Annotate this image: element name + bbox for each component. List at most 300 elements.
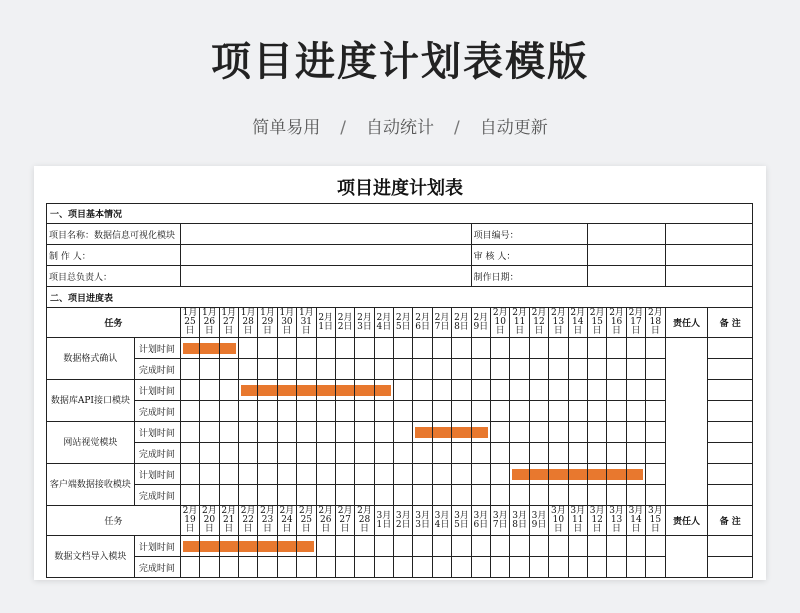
gantt-cell [413,359,432,380]
section-progress: 二、项目进度表 [47,287,753,308]
note-cell [708,338,753,359]
gantt-cell [626,536,645,557]
gantt-cell [646,401,665,422]
gantt-cell [180,557,199,578]
gantt-cell [374,401,393,422]
date-header: 3月 10日 [549,506,568,536]
reviewer-label: 审 核 人： [471,245,587,266]
gantt-cell [394,557,413,578]
feature-easy: 简单易用 [252,118,321,138]
date-header: 1月 28日 [238,308,257,338]
gantt-bar [452,427,470,438]
done-time-label: 完成时间 [134,485,180,506]
gantt-cell [316,359,335,380]
task-name: 客户端数据接收模块 [47,464,135,506]
gantt-cell [549,536,568,557]
gantt-cell [180,464,199,485]
done-row [47,359,753,380]
gantt-cell [432,443,451,464]
gantt-cell [529,485,548,506]
gantt-bar-segment [297,536,316,557]
gantt-bar-segment [180,536,199,557]
done-row [47,557,753,578]
spreadsheet-preview [34,166,766,580]
task-name: 网站视觉模块 [47,422,135,464]
date-header: 3月 2日 [394,506,413,536]
date-header: 2月 10日 [491,308,510,338]
gantt-cell [297,338,316,359]
gantt-cell [646,380,665,401]
date-header: 2月 18日 [646,308,665,338]
date-header: 2月 3日 [355,308,374,338]
gantt-bar [415,427,431,438]
gantt-cell [646,536,665,557]
info-row [47,224,753,245]
gantt-cell [646,464,665,485]
gantt-cell [491,338,510,359]
gantt-cell [219,464,238,485]
note-cell [708,536,753,557]
gantt-cell [432,557,451,578]
gantt-cell [374,557,393,578]
gantt-cell [510,380,529,401]
date-header: 2月 15日 [587,308,606,338]
date-header: 2月 28日 [355,506,374,536]
gantt-cell [491,557,510,578]
col-note-header: 备 注 [708,506,753,536]
gantt-cell [646,422,665,443]
plan-time-label: 计划时间 [134,464,180,485]
blank-cell [665,266,752,287]
col-note-header: 备 注 [708,308,753,338]
gantt-cell [452,401,471,422]
gantt-cell [471,338,490,359]
gantt-cell [452,338,471,359]
date-header: 2月 19日 [180,506,199,536]
date-header: 2月 20日 [200,506,219,536]
date-header: 2月 14日 [568,308,587,338]
gantt-cell [607,536,626,557]
gantt-bar-segment [607,464,626,485]
gantt-cell [549,485,568,506]
gantt-bar-segment [568,464,587,485]
gantt-cell [316,557,335,578]
gantt-cell [471,401,490,422]
gantt-cell [413,536,432,557]
gantt-cell [568,443,587,464]
note-cell [708,401,753,422]
gantt-bar [220,541,238,552]
col-owner-header: 责任人 [665,308,708,338]
gantt-cell [607,338,626,359]
gantt-cell [180,443,199,464]
date-header: 3月 4日 [432,506,451,536]
date-header: 2月 6日 [413,308,432,338]
plan-time-label: 计划时间 [134,422,180,443]
date-header: 2月 26日 [316,506,335,536]
gantt-cell [626,485,645,506]
gantt-cell [646,338,665,359]
gantt-cell [219,422,238,443]
date-header: 2月 16日 [607,308,626,338]
date-header: 3月 13日 [607,506,626,536]
gantt-cell [452,557,471,578]
gantt-bar-segment [413,422,432,443]
maker-label: 制 作 人： [47,245,181,266]
gantt-bar [472,427,488,438]
schedule-table [46,203,753,578]
col-owner-header: 责任人 [665,506,708,536]
gantt-bar-segment [471,422,490,443]
gantt-cell [491,485,510,506]
date-header: 2月 9日 [471,308,490,338]
gantt-cell [587,338,606,359]
make-date-label: 制作日期： [471,266,587,287]
gantt-cell [297,401,316,422]
gantt-cell [238,557,257,578]
gantt-cell [432,485,451,506]
gantt-cell [277,359,296,380]
gantt-cell [491,401,510,422]
date-header: 1月 26日 [200,308,219,338]
gantt-cell [277,422,296,443]
gantt-cell [219,485,238,506]
gantt-cell [297,422,316,443]
gantt-cell [510,443,529,464]
gantt-cell [471,380,490,401]
section-row [47,287,753,308]
gantt-cell [258,485,277,506]
gantt-bar-segment [452,422,471,443]
gantt-cell [413,380,432,401]
gantt-bar [627,469,643,480]
gantt-bar-segment [219,338,238,359]
gantt-cell [394,443,413,464]
task-name: 数据库API接口模块 [47,380,135,422]
gantt-bar [512,469,528,480]
date-header: 2月 12日 [529,308,548,338]
gantt-cell [277,443,296,464]
gantt-cell [316,422,335,443]
gantt-bar [278,385,296,396]
gantt-cell [432,401,451,422]
gantt-cell [219,557,238,578]
gantt-cell [510,401,529,422]
gantt-cell [335,338,354,359]
note-cell [708,464,753,485]
gantt-cell [413,464,432,485]
gantt-cell [432,359,451,380]
gantt-cell [549,380,568,401]
gantt-bar-segment [626,464,645,485]
gantt-bar [336,385,354,396]
plan-time-label: 计划时间 [134,536,180,557]
date-header: 2月 5日 [394,308,413,338]
gantt-cell [510,422,529,443]
date-header: 3月 3日 [413,506,432,536]
gantt-cell [491,380,510,401]
gantt-cell [626,401,645,422]
gantt-cell [471,557,490,578]
gantt-cell [394,380,413,401]
note-cell [708,485,753,506]
gantt-cell [238,401,257,422]
date-header: 2月 8日 [452,308,471,338]
date-header: 1月 29日 [258,308,277,338]
gantt-cell [258,338,277,359]
project-no-value [587,224,665,245]
gantt-cell [258,443,277,464]
gantt-cell [335,536,354,557]
gantt-cell [452,536,471,557]
gantt-cell [200,557,219,578]
date-header: 3月 5日 [452,506,471,536]
gantt-cell [510,536,529,557]
project-name-value [180,224,471,245]
gantt-bar [530,469,548,480]
gantt-cell [200,443,219,464]
gantt-cell [258,401,277,422]
gantt-cell [316,338,335,359]
gantt-cell [607,380,626,401]
gantt-bar-segment [277,536,296,557]
plan-row [47,380,753,401]
gantt-bar-segment [238,536,257,557]
gantt-cell [549,359,568,380]
gantt-cell [587,401,606,422]
gantt-cell [374,443,393,464]
gantt-cell [471,443,490,464]
gantt-bar-segment [355,380,374,401]
gantt-cell [587,443,606,464]
info-row [47,245,753,266]
feature-tagline [0,113,800,138]
gantt-cell [355,485,374,506]
date-header: 2月 17日 [626,308,645,338]
task-name: 数据文档导入模块 [47,536,135,578]
col-task-header: 任务 [47,506,181,536]
gantt-cell [316,443,335,464]
date-header: 2月 25日 [297,506,316,536]
gantt-cell [355,557,374,578]
gantt-cell [277,464,296,485]
gantt-cell [626,422,645,443]
gantt-cell [471,359,490,380]
gantt-bar [297,385,315,396]
gantt-cell [238,338,257,359]
gantt-bar [200,343,218,354]
feature-update: 自动更新 [479,118,548,138]
plan-time-label: 计划时间 [134,338,180,359]
gantt-cell [607,359,626,380]
gantt-cell [587,422,606,443]
date-header: 1月 30日 [277,308,296,338]
gantt-cell [258,557,277,578]
done-time-label: 完成时间 [134,557,180,578]
gantt-cell [316,536,335,557]
gantt-cell [219,380,238,401]
gantt-bar [258,541,276,552]
gantt-cell [529,443,548,464]
gantt-cell [355,422,374,443]
sheet-title: 项目进度计划表 [337,178,463,199]
feature-stats: 自动统计 [366,118,434,138]
blank-cell [665,245,752,266]
gantt-cell [626,359,645,380]
make-date-value [587,266,665,287]
gantt-cell [549,422,568,443]
gantt-bar-segment [549,464,568,485]
gantt-bar-segment [316,380,335,401]
gantt-cell [238,359,257,380]
gantt-bar-segment [374,380,393,401]
note-cell [708,380,753,401]
note-cell [708,422,753,443]
gantt-cell [471,464,490,485]
gantt-cell [491,422,510,443]
gantt-bar-segment [510,464,529,485]
gantt-cell [219,401,238,422]
gantt-cell [238,485,257,506]
gantt-cell [549,557,568,578]
reviewer-value [587,245,665,266]
done-time-label: 完成时间 [134,401,180,422]
gantt-bar [183,541,199,552]
gantt-cell [568,401,587,422]
maker-value [180,245,471,266]
date-header: 2月 22日 [238,506,257,536]
date-header: 3月 8日 [510,506,529,536]
gantt-cell [394,485,413,506]
gantt-bar [297,541,313,552]
gantt-cell [529,359,548,380]
gantt-cell [452,443,471,464]
gantt-cell [626,380,645,401]
gantt-bar-segment [277,380,296,401]
gantt-cell [607,401,626,422]
done-row [47,485,753,506]
date-header: 1月 25日 [180,308,199,338]
gantt-cell [355,401,374,422]
gantt-bar [258,385,276,396]
gantt-bar [588,469,606,480]
gantt-cell [277,401,296,422]
gantt-cell [568,338,587,359]
gantt-cell [413,401,432,422]
gantt-cell [646,485,665,506]
gantt-cell [394,536,413,557]
gantt-bar-segment [238,380,257,401]
gantt-cell [587,536,606,557]
gantt-bar-segment [180,338,199,359]
gantt-cell [529,380,548,401]
section-row [47,204,753,224]
gantt-bar [241,385,257,396]
gantt-cell [200,464,219,485]
gantt-cell [335,464,354,485]
gantt-cell [646,557,665,578]
gantt-cell [335,557,354,578]
date-header: 2月 27日 [335,506,354,536]
gantt-cell [510,557,529,578]
gantt-cell [316,401,335,422]
gantt-cell [297,485,316,506]
gantt-cell [297,359,316,380]
gantt-cell [587,380,606,401]
date-header-row [47,506,753,536]
gantt-cell [374,338,393,359]
gantt-cell [316,464,335,485]
gantt-cell [238,464,257,485]
gantt-cell [335,422,354,443]
gantt-bar-segment [529,464,548,485]
date-header: 2月 23日 [258,506,277,536]
date-header: 3月 15日 [646,506,665,536]
date-header: 3月 14日 [626,506,645,536]
date-header: 2月 13日 [549,308,568,338]
date-header: 3月 9日 [529,506,548,536]
gantt-cell [277,485,296,506]
gantt-cell [413,557,432,578]
gantt-cell [471,536,490,557]
section-basic-info: 一、项目基本情况 [47,204,753,224]
note-cell [708,443,753,464]
gantt-cell [258,464,277,485]
gantt-cell [607,422,626,443]
gantt-cell [355,443,374,464]
gantt-bar-segment [258,380,277,401]
gantt-cell [452,464,471,485]
gantt-cell [607,443,626,464]
gantt-cell [452,359,471,380]
date-header: 1月 27日 [219,308,238,338]
gantt-cell [374,422,393,443]
date-header: 2月 11日 [510,308,529,338]
gantt-cell [568,536,587,557]
gantt-cell [491,464,510,485]
gantt-cell [200,401,219,422]
gantt-cell [510,359,529,380]
gantt-cell [413,485,432,506]
gantt-cell [355,338,374,359]
gantt-cell [180,485,199,506]
gantt-cell [374,359,393,380]
date-header: 1月 31日 [297,308,316,338]
gantt-cell [607,485,626,506]
plan-row [47,536,753,557]
gantt-cell [374,536,393,557]
gantt-bar [355,385,373,396]
gantt-cell [568,485,587,506]
gantt-cell [316,485,335,506]
gantt-cell [200,380,219,401]
gantt-cell [529,422,548,443]
gantt-cell [238,443,257,464]
gantt-cell [238,422,257,443]
date-header: 3月 6日 [471,506,490,536]
plan-time-label: 计划时间 [134,380,180,401]
gantt-bar-segment [432,422,451,443]
gantt-bar-segment [200,536,219,557]
gantt-bar [607,469,625,480]
gantt-cell [491,443,510,464]
gantt-bar [220,343,236,354]
gantt-cell [587,359,606,380]
gantt-cell [394,401,413,422]
gantt-bar-segment [200,338,219,359]
separator: / [340,118,346,138]
date-header: 3月 12日 [587,506,606,536]
